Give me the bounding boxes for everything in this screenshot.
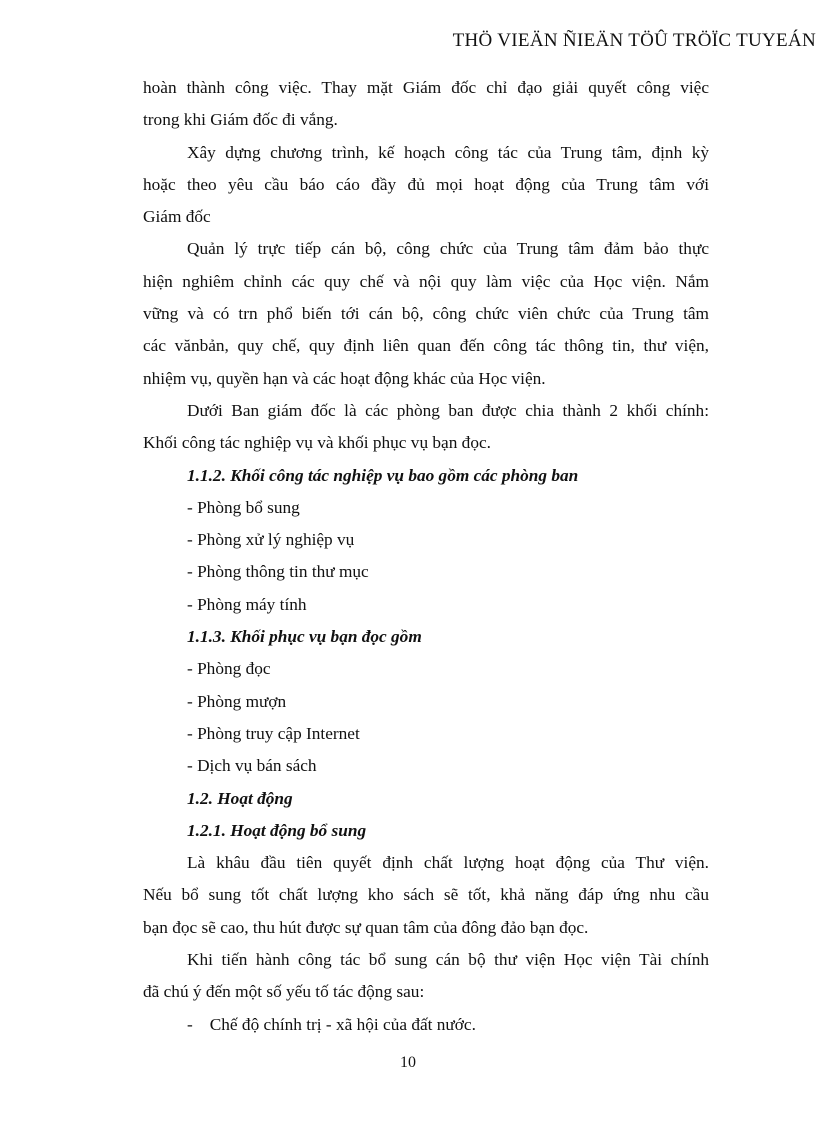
list-item: - Phòng đọc: [187, 659, 271, 679]
body-line: Khối công tác nghiệp vụ và khối phục vụ bạn đọc.: [143, 433, 491, 453]
section-heading: 1.2.1. Hoạt động bổ sung: [187, 820, 367, 840]
body-line: Giám đốc: [143, 207, 211, 227]
body-line: Xây dựng chương trình, kế hoạch công tác của Trung tâm, định kỳ: [187, 142, 709, 162]
list-item: [143, 1009, 709, 1041]
page-header: THÖ VIEÄN ÑIEÄN TÖÛ TRÖÏC TUYEÁN: [452, 30, 816, 51]
list-item: - Phòng xử lý nghiệp vụ: [187, 530, 355, 550]
document-body: [143, 72, 709, 1041]
list-item: - Phòng mượn: [187, 691, 287, 711]
body-line: đã chú ý đến một số yếu tố tác động sau:: [143, 982, 425, 1002]
body-line: bạn đọc sẽ cao, thu hút được sự quan tâm của đông đảo bạn đọc.: [143, 917, 589, 937]
list-item: - Phòng máy tính: [187, 594, 307, 614]
list-item: - Phòng bổ sung: [187, 497, 300, 517]
body-line: các vănbản, quy chế, quy định liên quan đến công tác thông tin, thư viện,: [143, 336, 709, 356]
list-item-text: Chế độ chính trị - xã hội của đất nước.: [209, 1014, 476, 1034]
list-item: - Phòng thông tin thư mục: [187, 562, 369, 582]
page-number: 10: [400, 1054, 416, 1071]
body-line: Quản lý trực tiếp cán bộ, công chức của Trung tâm đảm bảo thực: [187, 239, 709, 259]
body-line: Dưới Ban giám đốc là các phòng ban được chia thành 2 khối chính:: [187, 400, 709, 420]
section-heading: 1.2. Hoạt động: [187, 788, 293, 808]
list-item: - Dịch vụ bán sách: [187, 756, 317, 776]
body-line: hoặc theo yêu cầu báo cáo đầy đủ mọi hoạt động của Trung tâm với: [143, 174, 709, 194]
body-line: vững và có trn phổ biến tới cán bộ, công chức viên chức của Trung tâm: [143, 304, 709, 324]
body-line: Là khâu đầu tiên quyết định chất lượng hoạt động của Thư viện.: [187, 853, 709, 873]
list-dash: -: [187, 1014, 193, 1034]
section-heading: 1.1.3. Khối phục vụ bạn đọc gồm: [187, 627, 422, 647]
section-heading: 1.1.2. Khối công tác nghiệp vụ bao gồm các phòng ban: [187, 465, 579, 485]
body-line: Khi tiến hành công tác bổ sung cán bộ thư viện Học viện Tài chính: [187, 950, 709, 970]
body-line: Nếu bổ sung tốt chất lượng kho sách sẽ tốt, khả năng đáp ứng nhu cầu: [143, 885, 709, 905]
list-item: - Phòng truy cập Internet: [187, 723, 360, 743]
body-line: trong khi Giám đốc đi vắng.: [143, 110, 338, 130]
body-line: hiện nghiêm chỉnh các quy chế và nội quy làm việc của Học viện. Nắm: [143, 271, 709, 291]
body-line: nhiệm vụ, quyền hạn và các hoạt động khác của Học viện.: [143, 368, 546, 388]
body-line: hoàn thành công việc. Thay mặt Giám đốc chỉ đạo giải quyết công việc: [143, 78, 709, 97]
